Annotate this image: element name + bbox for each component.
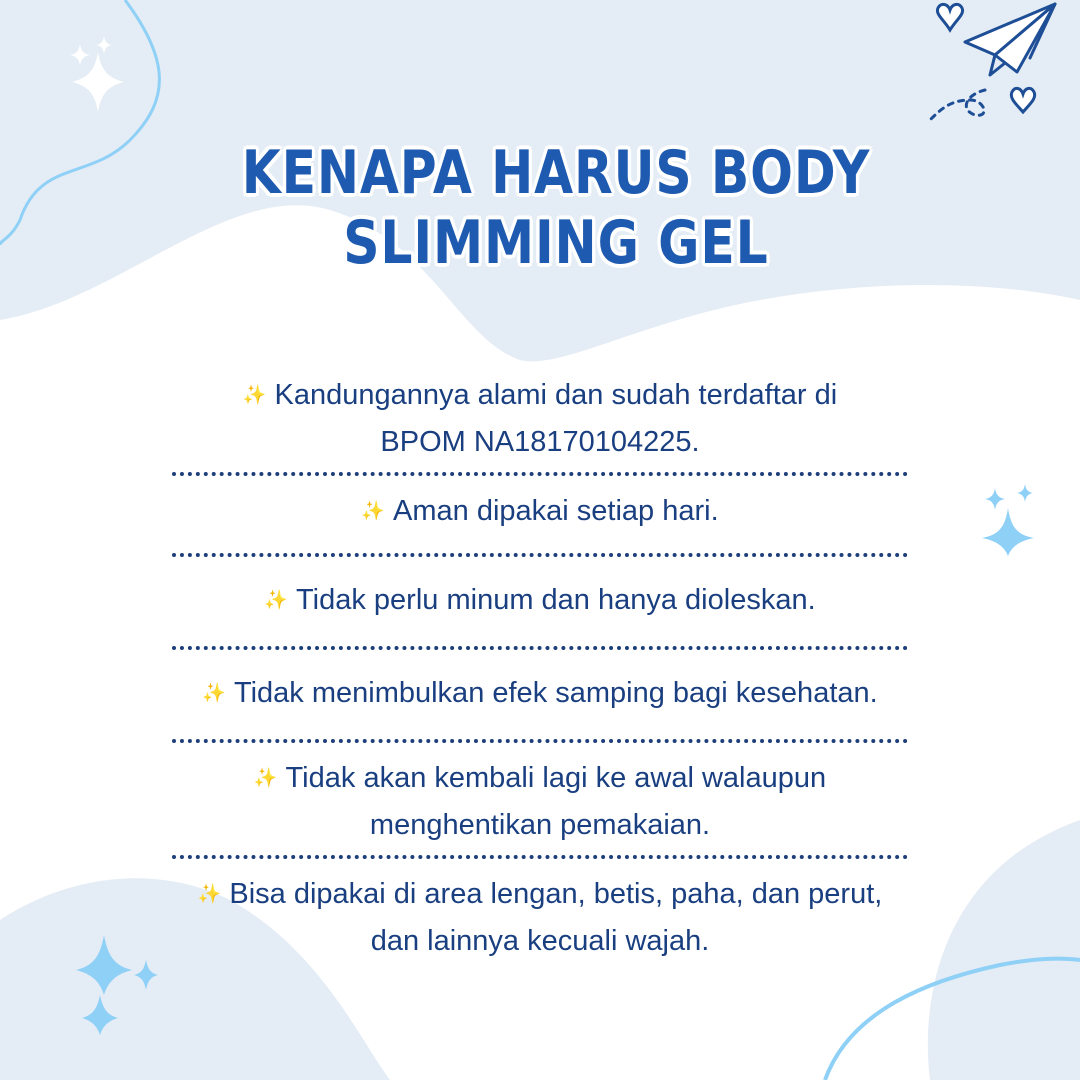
sparkle-icon: ✨ [361, 501, 386, 522]
item-text: Aman dipakai setiap hari. [393, 495, 719, 527]
item-text: Tidak menimbulkan efek samping bagi kesehatan. [233, 677, 878, 709]
dotted-divider [172, 472, 908, 476]
bottom-right-blob [928, 820, 1080, 1080]
dotted-divider [172, 739, 908, 743]
sparkle-icon: ✨ [264, 590, 289, 611]
sparkle-icon [982, 484, 1034, 556]
list-item [160, 372, 920, 465]
dotted-divider [172, 855, 908, 859]
list-item [160, 871, 920, 964]
list-item [160, 755, 920, 848]
list-item [160, 488, 920, 535]
item-text: BPOM NA18170104225. [380, 426, 700, 458]
dotted-divider [172, 646, 908, 650]
sparkle-icon: ✨ [197, 884, 222, 905]
item-text: Tidak akan kembali lagi ke awal walaupun [285, 762, 827, 794]
sparkle-icon: ✨ [242, 385, 267, 406]
page-title: KENAPA HARUS BODY SLIMMING GEL [241, 138, 871, 278]
sparkle-icon: ✨ [202, 683, 226, 704]
item-text: Tidak perlu minum dan hanya dioleskan. [296, 584, 816, 616]
sparkle-icon: ✨ [253, 768, 278, 789]
dotted-divider [172, 553, 908, 557]
item-text: menghentikan pemakaian. [369, 809, 711, 841]
benefit-list [160, 372, 920, 964]
list-item [160, 670, 920, 717]
item-text: Bisa dipakai di area lengan, betis, paha, dan perut, [229, 878, 883, 910]
item-text: dan lainnya kecuali wajah. [370, 925, 710, 957]
list-item [160, 577, 920, 624]
item-text: Kandungannya alami dan sudah terdaftar di [274, 379, 838, 411]
